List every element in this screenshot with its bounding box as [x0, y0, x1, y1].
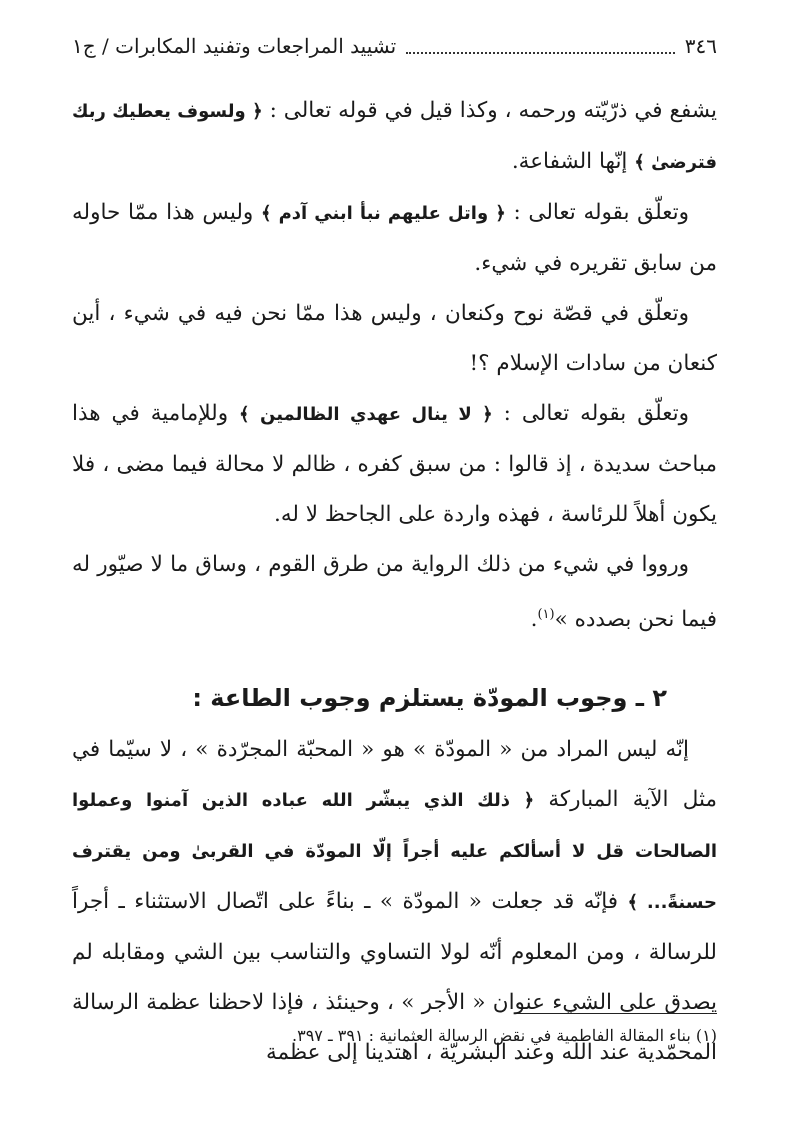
text-run: وتعلّق بقوله تعالى :	[505, 200, 689, 225]
footnote-divider	[517, 1013, 717, 1014]
text-run: إنّه ليس المراد من « المودّة » هو « المحبّة المجرّدة » ، لا سيّما في مثل الآية المباركة	[72, 737, 717, 813]
footnote-marker: (١)	[537, 607, 555, 622]
paragraph-3: وتعلّق في قصّة نوح وكنعان ، وليس هذا ممّا نحن فيه في شيء ، أين كنعان من سادات الإسلام ؟!	[72, 301, 717, 376]
paragraph-4	[72, 389, 717, 540]
text-run: وتعلّق بقوله تعالى :	[492, 401, 689, 426]
page-number: ٣٤٦	[684, 34, 717, 58]
text-run: ورووا في شيء من ذلك الرواية من طرق القوم ، وساق ما لا صيّور له فيما نحن بصدده »	[72, 552, 717, 633]
text-run: وليس هذا ممّا حاوله من سابق تقريره في شيء.	[72, 200, 717, 276]
text-run: وللإمامية في هذا مباحث سديدة ، إذ قالوا : من سبق كفره ، ظالم لا محالة فيما مضى ، فلا يكون أهلاً للرئاسة ، فهذه واردة على الجاحظ لا له.	[72, 401, 717, 527]
text-run: .	[530, 607, 538, 633]
quran-quote: ﴿ ولسوف يعطيك ربك فترضىٰ ﴾	[72, 101, 717, 173]
header-dot-leader	[406, 38, 675, 54]
text-run: يشفع في ذرّيّته ورحمه ، وكذا قيل في قوله تعالى :	[262, 98, 717, 123]
text-run: فإنّه قد جعلت « المودّة » ـ بناءً على اتّصال الاستثناء ـ أجراً للرسالة ، ومن المعلوم أنّه لولا التساوي والتناسب بين الشي ومقابله لم يصدق على الشيء عنوان « الأجر » ، وحينئذ ، فإذا لاحظنا عظمة الرسالة المحمّدية عند الله وعند البشريّة ، اهتدينا إلى عظمة	[72, 889, 717, 1066]
paragraph-5	[72, 540, 717, 645]
section-heading: ٢ ـ وجوب المودّة يستلزم وجوب الطاعة :	[192, 684, 667, 713]
quran-quote: ﴿ لا ينال عهدي الظالمين ﴾	[239, 404, 493, 425]
main-text	[72, 86, 717, 1078]
footnote: (١) بناء المقالة الفاطمية في نقض الرسالة العثمانية : ٣٩١ ـ ٣٩٧.	[292, 1026, 717, 1045]
quran-quote: ﴿ واتل عليهم نبأ ابني آدم ﴾	[260, 203, 506, 224]
paragraph-1	[72, 86, 717, 188]
paragraph-2	[72, 188, 717, 289]
running-title: تشييد المراجعات وتفنيد المكابرات / ج١	[72, 34, 397, 58]
text-run: إنّها الشفاعة.	[511, 149, 635, 174]
quran-quote: ﴿ ذلك الذي يبشّر الله عباده الذين آمنوا وعملوا الصالحات قل لا أسألكم عليه أجراً إلّا المودّة في القربىٰ ومن يقترف حسنةً... ﴾	[72, 790, 717, 914]
running-header	[72, 30, 717, 62]
book-page	[72, 0, 717, 1129]
